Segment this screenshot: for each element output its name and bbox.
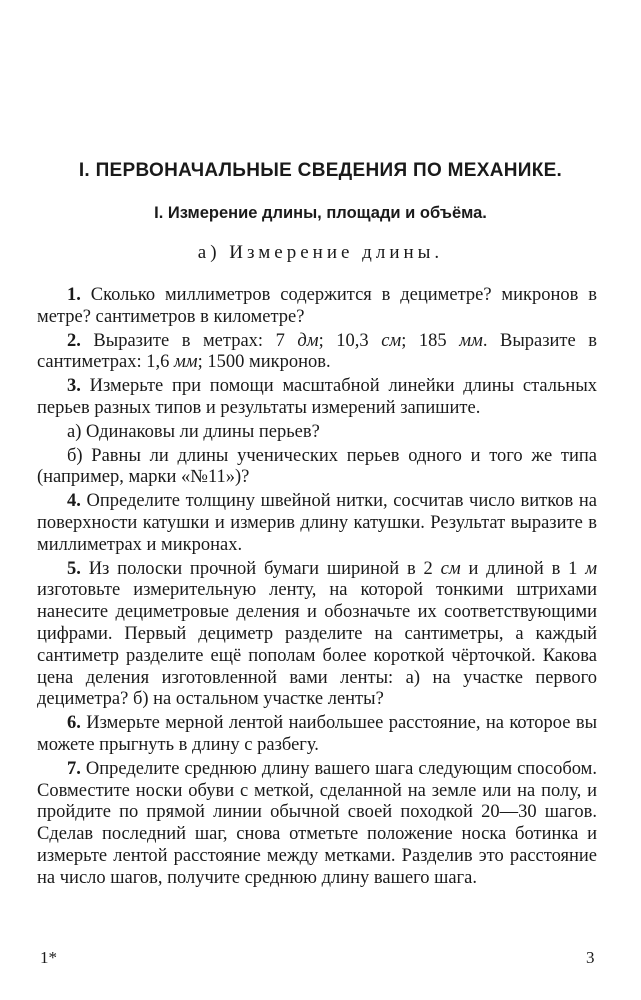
problem-3b bbox=[37, 446, 597, 490]
problem-text: ; 10,3 bbox=[318, 330, 382, 351]
problem-number: 4. bbox=[67, 491, 81, 512]
problem-number: 1. bbox=[67, 285, 81, 305]
unit: мм bbox=[174, 352, 198, 373]
problem-text: изготовьте измерительную ленту, на которой тонкими штрихами нанесите дециметровые деления и обозначьте их соответствующими цифрами. Первый дециметр разделите на сантиметры, а каждый сантиметр разделите ещё пополам более короткой чёрточкой. Какова цена деления изготовленной вами ленты: а) на участке первого дециметра? б) на остальном участке ленты? bbox=[37, 580, 597, 710]
problem-2 bbox=[37, 331, 597, 375]
problem-text: . Выразите в сантиметрах: 1,6 bbox=[37, 330, 598, 373]
problem-number: 5. bbox=[67, 558, 81, 579]
problem-text: ; 185 bbox=[401, 330, 460, 351]
subsection-title: а) Измерение длины. bbox=[197, 242, 444, 263]
chapter-title: I. ПЕРВОНАЧАЛЬНЫЕ СВЕДЕНИЯ ПО МЕХАНИКЕ. bbox=[78, 160, 563, 181]
problem-number: 2. bbox=[67, 330, 81, 351]
problem-number: 6. bbox=[67, 713, 81, 734]
unit: дм bbox=[297, 330, 319, 351]
problem-3a bbox=[37, 422, 597, 444]
problem-text: Измерьте мерной лентой наибольшее расстояние, на которое вы можете прыгнуть в длину с разбегу. bbox=[37, 713, 597, 755]
problem-text: ; 1500 микронов. bbox=[197, 352, 331, 373]
problem-text: Определите толщину швейной нитки, сосчитав число витков на поверхности катушки и измерив длину катушки. Результат выразите в миллиметрах и микронах. bbox=[37, 491, 598, 555]
problem-text: а) Одинаковы ли длины перьев? bbox=[67, 421, 320, 442]
unit: мм bbox=[459, 330, 483, 351]
problem-text: Из полоски прочной бумаги шириной в 2 bbox=[88, 558, 441, 579]
signature-mark: 1* bbox=[40, 948, 57, 967]
problem-1 bbox=[37, 285, 597, 329]
problem-4 bbox=[37, 491, 597, 556]
unit: см bbox=[440, 558, 461, 579]
problems-text bbox=[37, 285, 597, 892]
problem-6 bbox=[37, 713, 597, 757]
problem-text: Сколько миллиметров содержится в дециметре? микронов в метре? сантиметров в километре? bbox=[37, 285, 598, 327]
problem-3 bbox=[37, 376, 597, 420]
problem-number: 3. bbox=[67, 376, 81, 397]
problem-text: Определите среднюю длину вашего шага следующим способом. Совместите носки обуви с меткой, сделанной на земле или на полу, и пройдите по прямой линии обычной своей походкой 20—30 шагов. Сделав последний шаг, снова отметьте положение носка ботинка и измерьте лентой расстояние между метками. Разделив это расстояние на число шагов, получите среднюю длину вашего шага. bbox=[37, 758, 598, 888]
page-number: 3 bbox=[586, 948, 595, 967]
problem-text: Измерьте при помощи масштабной линейки длины стальных перьев разных типов и результаты измерений запишите. bbox=[37, 376, 598, 418]
problem-number: 7. bbox=[67, 758, 81, 779]
problem-text: и длиной в 1 bbox=[460, 558, 586, 579]
problem-text: Выразите в метрах: 7 bbox=[93, 330, 298, 351]
unit: м bbox=[585, 558, 597, 579]
problem-5 bbox=[37, 559, 597, 712]
problem-text: б) Равны ли длины ученических перьев одного и того же типа (например, марки «№11»)? bbox=[37, 445, 597, 488]
unit: см bbox=[381, 330, 402, 351]
problem-7 bbox=[37, 759, 597, 890]
section-title: I. Измерение длины, площади и объёма. bbox=[154, 204, 487, 222]
